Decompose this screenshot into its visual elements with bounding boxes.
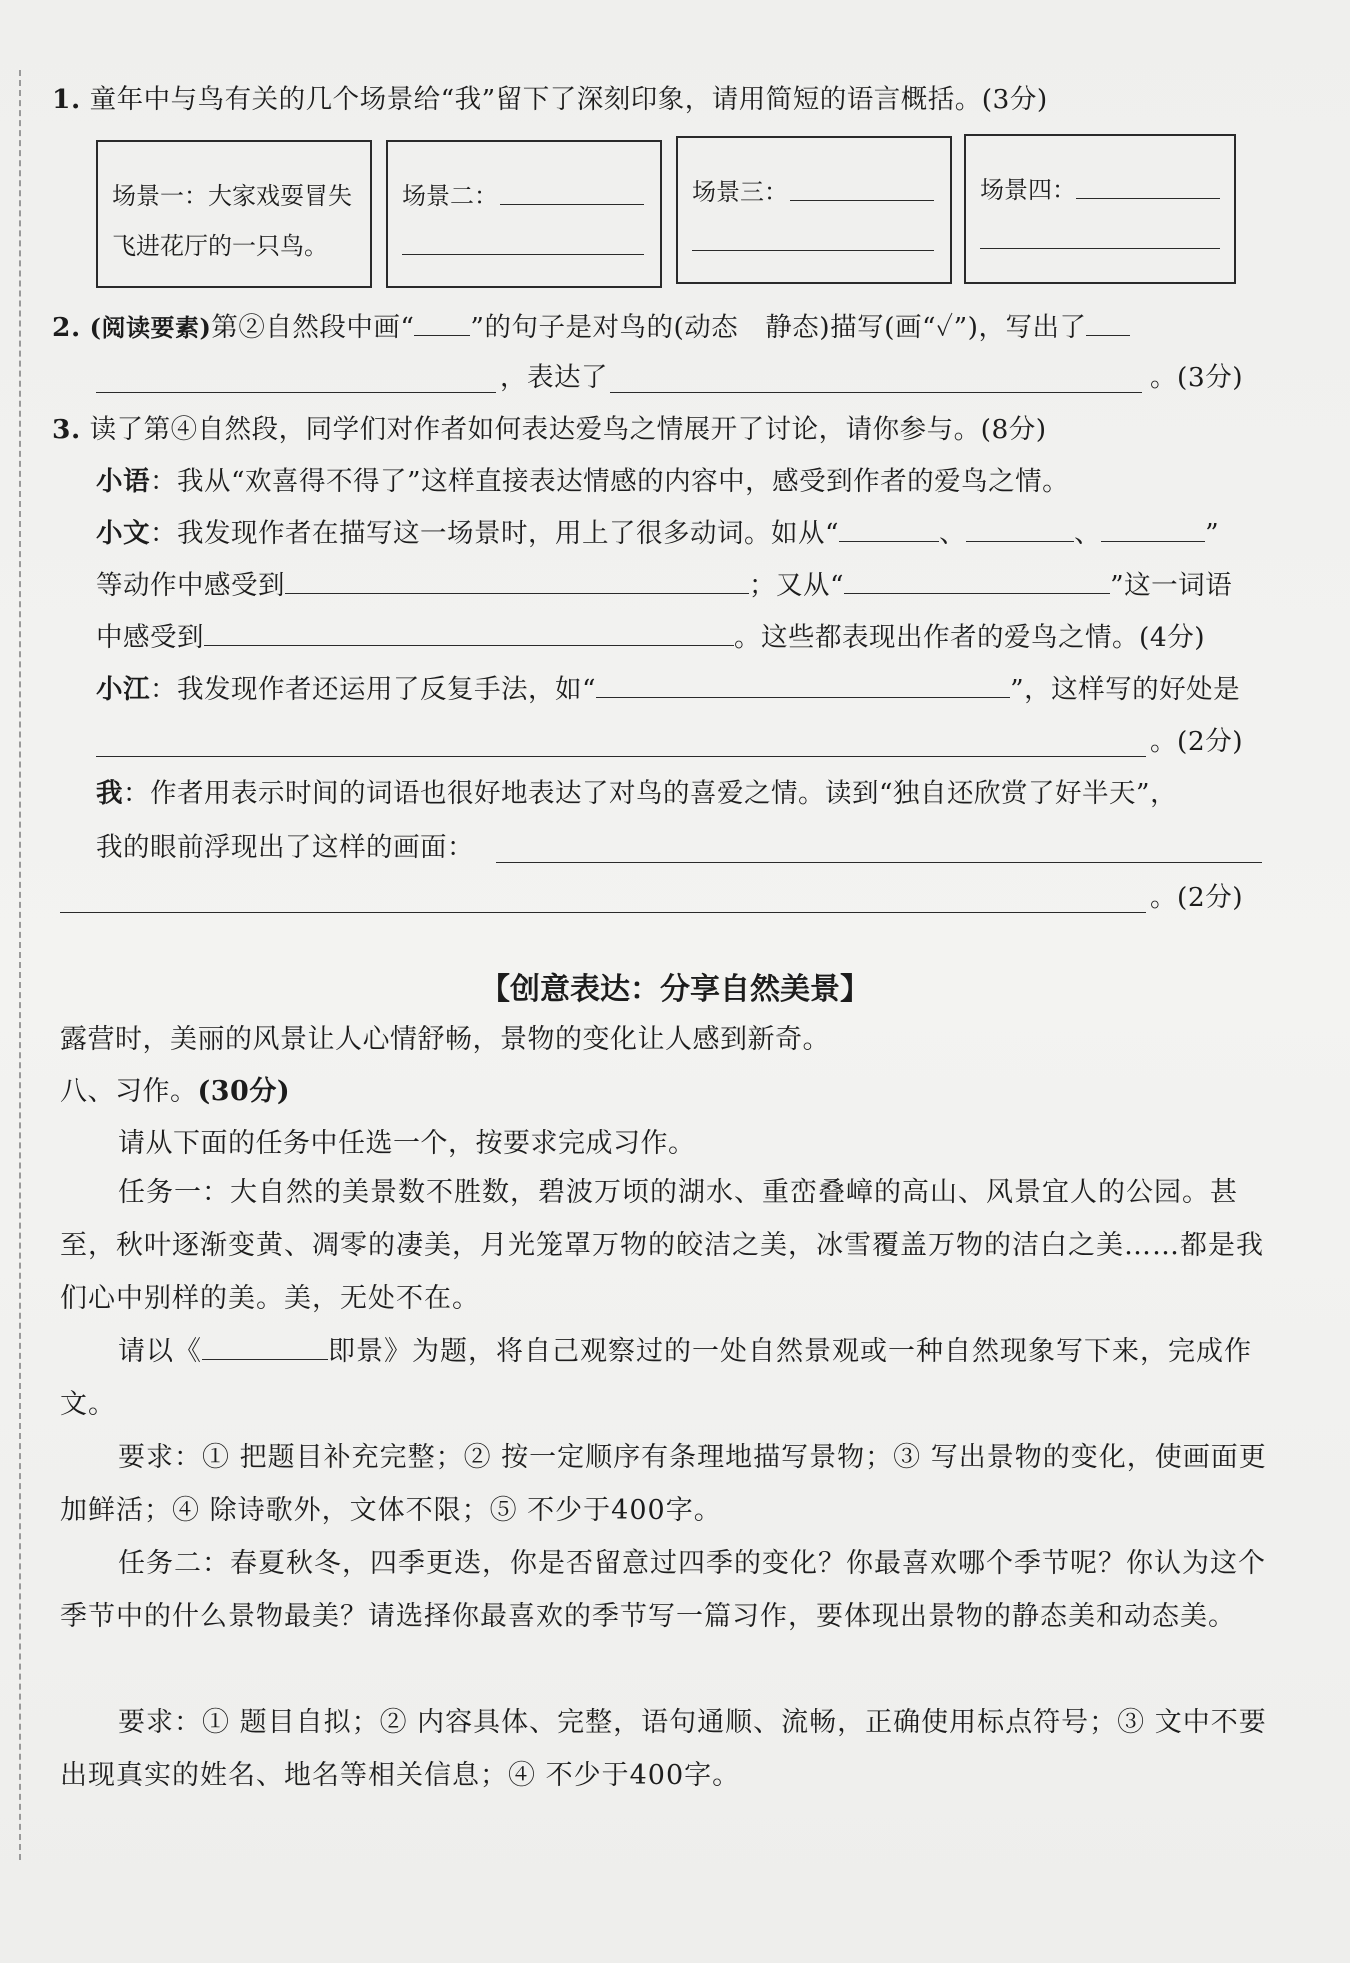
question-2-blank-1[interactable] <box>1086 313 1130 336</box>
question-3-number: 3. <box>52 414 81 445</box>
feeling-blank-1[interactable] <box>285 571 749 594</box>
xiaowen-line-2-b: ；又从“ <box>749 570 845 601</box>
question-2-part-3: ，表达了 <box>500 362 608 393</box>
xiaowen-line-3-a: 中感受到 <box>96 622 204 653</box>
scene-4-box <box>964 134 1236 284</box>
xiaowen-line-2-c: ”这一词语 <box>1110 570 1233 601</box>
question-2-number: 2. <box>52 312 81 343</box>
me-name: 我 <box>96 778 123 809</box>
xiaoyu-name: 小语 <box>96 466 150 497</box>
me-statement <box>96 778 1177 810</box>
task-1-paragraph: 任务一：大自然的美景数不胜数，碧波万顷的湖水、重峦叠嶂的高山、风景宜人的公园。甚至，秋叶逐渐变黄、凋零的凄美，月光笼罩万物的皎洁之美，冰雪覆盖万物的洁白之美……都是我们心中别样的美。美，无处不在。 <box>60 1177 1264 1314</box>
benefit-blank[interactable] <box>96 756 1146 757</box>
xiaojiang-name: 小江 <box>96 674 150 705</box>
verb-blank-1[interactable] <box>839 519 939 542</box>
writing-instruction: 请从下面的任务中任选一个，按要求完成习作。 <box>118 1128 696 1159</box>
section-title: 【创意表达：分享自然美景】 <box>480 972 870 1007</box>
xiaowen-line-2 <box>96 570 1232 602</box>
me-line-2: 我的眼前浮现出了这样的画面： <box>96 832 474 863</box>
word-blank[interactable] <box>844 571 1110 594</box>
part-8-heading <box>60 1076 290 1108</box>
picture-blank-1[interactable] <box>496 862 1262 863</box>
question-2-part-1: 第②自然段中画“ <box>211 312 415 343</box>
scene-1-line-2: 飞进花厅的一只鸟。 <box>112 232 328 260</box>
part-8-score: (30分) <box>197 1076 291 1107</box>
question-2-blank-3[interactable] <box>610 392 1142 393</box>
question-2-line-1 <box>52 312 1130 344</box>
scene-3-label: 场景三： <box>692 178 788 206</box>
part-8-title: 八、习作。 <box>60 1076 198 1107</box>
task-1-prompt-b: 即景》为题，将自己观察过的一处自然景观或一种自然现象写下来，完成作文。 <box>60 1336 1252 1420</box>
xiaowen-line-2-a: 等动作中感受到 <box>96 570 285 601</box>
verb-separator-2: 、 <box>1074 518 1102 549</box>
picture-blank-2[interactable] <box>60 912 1146 913</box>
me-score: 。(2分) <box>1150 882 1244 913</box>
me-text: ：作者用表示时间的词语也很好地表达了对鸟的喜爱之情。读到“独自还欣赏了好半天”， <box>123 778 1178 809</box>
question-1 <box>52 84 1048 116</box>
scene-3-blank-2[interactable] <box>692 250 934 251</box>
task-2-requirements: 要求：① 题目自拟；② 内容具体、完整，语句通顺、流畅，正确使用标点符号；③ 文中不要出现真实的姓名、地名等相关信息；④ 不少于400字。 <box>60 1707 1267 1791</box>
verb-close-quote: ” <box>1205 518 1220 549</box>
question-3-intro-text: 读了第④自然段，同学们对作者如何表达爱鸟之情展开了讨论，请你参与。(8分) <box>89 414 1047 445</box>
xiaowen-line-3 <box>96 622 1205 654</box>
verb-blank-2[interactable] <box>966 519 1074 542</box>
scene-2-blank-2[interactable] <box>402 254 644 255</box>
scene-4-blank-1[interactable] <box>1076 198 1220 199</box>
question-2-blank-2[interactable] <box>96 392 496 393</box>
question-2-score: 。(3分) <box>1150 362 1244 393</box>
scene-2-label: 场景二： <box>402 182 498 210</box>
scene-2-box <box>386 140 662 288</box>
question-2-part-2: ”的句子是对鸟的(动态 静态)描写(画“✓”)，写出了 <box>470 312 1087 343</box>
verb-blank-3[interactable] <box>1101 519 1205 542</box>
xiaowen-name: 小文 <box>96 518 150 549</box>
essay-title-blank[interactable] <box>202 1329 328 1360</box>
xiaoyu-text: ：我从“欢喜得不得了”这样直接表达情感的内容中，感受到作者的爱鸟之情。 <box>150 466 1070 497</box>
scene-2-blank-1[interactable] <box>500 204 644 205</box>
scene-3-box <box>676 136 952 284</box>
xiaowen-text: ：我发现作者在描写这一场景时，用上了很多动词。如从“ <box>150 518 840 549</box>
task-1-prompt-a: 请以《 <box>118 1336 202 1367</box>
camping-intro: 露营时，美丽的风景让人心情舒畅，景物的变化让人感到新奇。 <box>60 1024 830 1055</box>
xiaojiang-text: ：我发现作者还运用了反复手法，如“ <box>150 674 597 705</box>
xiaojiang-score: 。(2分) <box>1150 726 1244 757</box>
task-1-requirements: 要求：① 把题目补充完整；② 按一定顺序有条理地描写景物；③ 写出景物的变化，使画面更加鲜活；④ 除诗歌外，文体不限；⑤ 不少于400字。 <box>60 1442 1267 1526</box>
xiaowen-statement <box>96 518 1219 550</box>
scene-1-line-1: 场景一：大家戏耍冒失 <box>112 182 352 210</box>
repetition-blank[interactable] <box>596 675 1010 698</box>
xiaowen-line-3-b: 。这些都表现出作者的爱鸟之情。(4分) <box>734 622 1206 653</box>
task-1-title-prompt <box>60 1325 1270 1431</box>
scene-1-box <box>96 140 372 288</box>
scene-3-blank-1[interactable] <box>790 200 934 201</box>
xiaoyu-statement <box>96 466 1069 498</box>
scene-4-label: 场景四： <box>980 176 1076 204</box>
question-1-number: 1. <box>52 84 81 115</box>
xiaojiang-end: ”，这样写的好处是 <box>1010 674 1241 705</box>
feeling-blank-2[interactable] <box>204 623 734 646</box>
reading-element-tag: (阅读要素) <box>89 313 212 342</box>
xiaojiang-statement <box>96 674 1240 706</box>
task-2-paragraph: 任务二：春夏秋冬，四季更迭，你是否留意过四季的变化？你最喜欢哪个季节呢？你认为这个季节中的什么景物最美？请选择你最喜欢的季节写一篇习作，要体现出景物的静态美和动态美。 <box>60 1548 1266 1632</box>
verb-separator-1: 、 <box>939 518 967 549</box>
question-3-intro <box>52 414 1047 446</box>
scene-4-blank-2[interactable] <box>980 248 1220 249</box>
question-2-mark-blank[interactable] <box>414 313 470 336</box>
question-1-text: 童年中与鸟有关的几个场景给“我”留下了深刻印象，请用简短的语言概括。(3分) <box>89 84 1048 115</box>
